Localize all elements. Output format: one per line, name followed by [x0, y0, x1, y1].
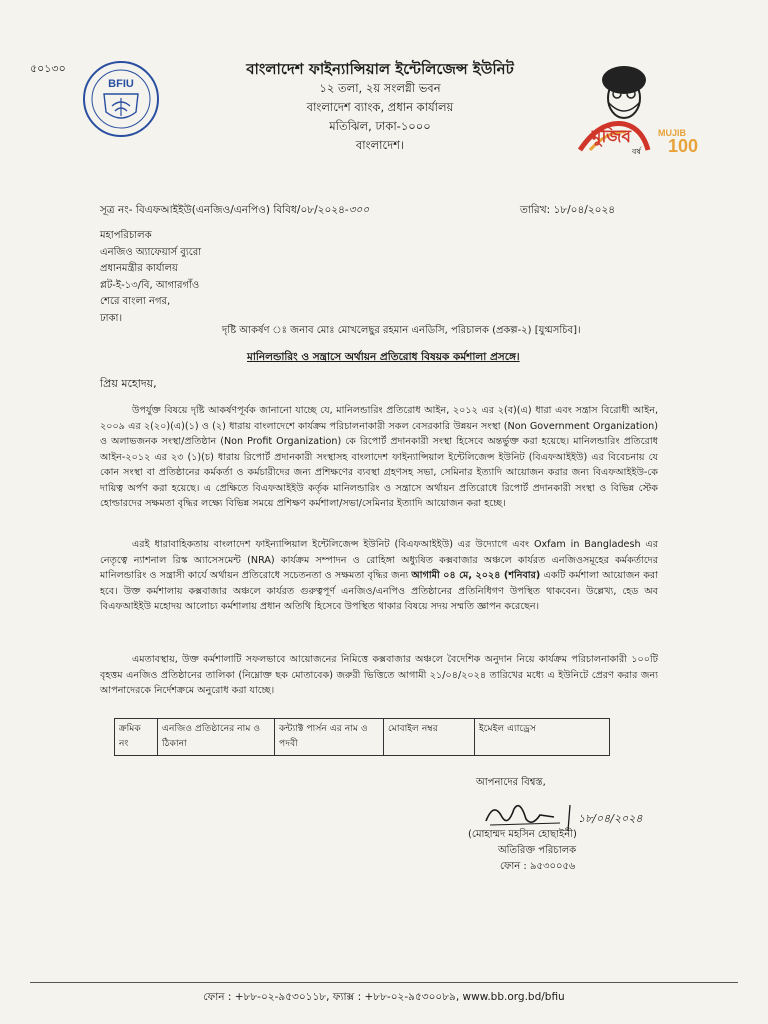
address-line-4: বাংলাদেশ।	[355, 138, 405, 152]
recipient-address	[100, 228, 201, 327]
signatory-phone: ফোন : ৯৫৩০০৫৬	[500, 861, 576, 872]
salutation: প্রিয় মহোদয়,	[100, 377, 157, 390]
table-header-cell: ক্রমিক নং	[115, 719, 158, 756]
closing-text: আপনাদের বিশ্বস্ত,	[476, 777, 546, 788]
recipient-line: প্লট-ই-১৩/বি, আগারগাঁও	[100, 279, 200, 291]
paragraph-2-part-b: একটি কর্মশালা আয়োজন করা হবে। উক্ত কর্মশালায় কক্সবাজার অঞ্চলে কার্যরত গুরুত্বপূর্ণ এনজিও/এনপিও প্রতিষ্ঠানের প্রতিনিধিগণ উপস্থিত থাকবেন। উল্লেখ্য, হেড অব বিএফআইইউ মহোদয় আলোচ্য কর্মশালায় প্রধান অতিথি হিসেবে উপস্থিত থাকার বিষয়ে সদয় সম্মতি জ্ঞাপন করেছেন।	[100, 570, 658, 612]
recipient-line: প্রধানমন্ত্রীর কার্যালয়	[100, 263, 178, 274]
reference-number: ৩০০	[348, 204, 370, 216]
table-header-cell: কন্ট্যাক্ট পার্সন এর নাম ও পদবী	[275, 719, 384, 756]
table-header-cell: ইমেইল এ্যাড্রেস	[475, 719, 610, 756]
mujib-en-text: MUJIB	[658, 128, 687, 138]
memo-number: ৫০১৩০	[30, 62, 66, 75]
signatory-name: (মোহাম্মদ মহসিন হোছাইনী)	[468, 829, 577, 840]
table-header-cell: এনজিও প্রতিষ্ঠানের নাম ও ঠিকানা	[158, 719, 275, 756]
table-header-cell: মোবাইল নম্বর	[384, 719, 475, 756]
address-line-1: ১২ তলা, ২য় সংলগ্নী ভবন	[319, 81, 441, 95]
org-name: বাংলাদেশ ফাইন্যান্সিয়াল ইন্টেলিজেন্স ইউনিট	[246, 60, 514, 78]
body-paragraph-2	[100, 537, 658, 615]
footer-contact: ফোন : +৮৮-০২-৯৫৩০১১৮, ফ্যাক্স : +৮৮-০২-৯৫৩০০৮৯, www.bb.org.bd/bfiu	[203, 991, 565, 1003]
mujib-bn-text: মুজিব	[592, 127, 631, 147]
handwritten-date: ১৮/০৪/২০২৪	[578, 812, 643, 825]
reference-line	[100, 203, 369, 220]
recipient-line: শেরে বাংলা নগর,	[100, 296, 171, 307]
workshop-date-highlight: আগামী ০৪ মে, ২০২৪ (শনিবার)	[411, 570, 541, 581]
letter-date: তারিখ: ১৮/০৪/২০২৪	[520, 204, 616, 216]
recipient-line: এনজিও অ্যাফেয়ার্স ব্যুরো	[100, 246, 202, 258]
mujib-100-logo	[572, 58, 704, 158]
subject-line: মানিলন্ডারিং ও সন্ত্রাসে অর্থায়ন প্রতিরোধ বিষয়ক কর্মশালা প্রসঙ্গে।	[247, 351, 520, 363]
recipient-line: মহাপরিচালক	[100, 230, 152, 241]
mujib-number: 100	[668, 136, 699, 156]
body-paragraph-1: উপর্যুক্ত বিষয়ে দৃষ্টি আকর্ষণপূর্বক জানানো যাচ্ছে যে, মানিলন্ডারিং প্রতিরোধ আইন, ২০১২ এর ২(ব)(এ) ধারা এবং সন্ত্রাস বিরোধী আইন, ২০০৯ এর ২(২০)(এ)(১) ও (২) ধারায় বাংলাদেশে কার্যক্রম পরিচালনাকারী সকল বেসরকারি উন্নয়ন সংস্থা (Non Government Organization) ও অলাভজনক সংস্থা/প্রতিষ্ঠান (Non Profit Organization) কে রিপোর্ট প্রদানকারী সংস্থা হিসেবে অন্তর্ভুক্ত করা হয়েছে। মানিলন্ডারিং প্রতিরোধ আইন-২০১২ এর ২৩ (১)(চ) ধারায় রিপোর্ট প্রদানকারী সংস্থাসহ বাংলাদেশ ফাইন্যান্সিয়াল ইন্টেলিজেন্স ইউনিট (বিএফআইইউ) এর বিবেচনায় যে কোন সংস্থা বা প্রতিষ্ঠানের কর্মকর্তা ও কর্মচারীদের জন্য প্রশিক্ষণের ব্যবস্থা গ্রহণসহ সভা, সেমিনার ইত্যাদি আয়োজন করার জন্য বিএফআইইউ-কে দায়িত্ব অর্পণ করা হয়েছে। এ প্রেক্ষিতে বিএফআইইউ কর্তৃক মানিলন্ডারিং ও সন্ত্রাসে অর্থায়ন প্রতিরোধে রিপোর্ট প্রদানকারী সংস্থা ও বিভিন্ন স্টেক হোল্ডারদের সক্ষমতা বৃদ্ধির লক্ষ্যে বিভিন্ন সময়ে প্রশিক্ষণ কর্মশালা/সভা/সেমিনার ইত্যাদি আয়োজন করা হচ্ছে।	[100, 405, 658, 509]
recipient-line: ঢাকা।	[100, 312, 123, 324]
footer-divider	[30, 982, 738, 983]
mujib-sub-text: বর্ষ	[632, 147, 641, 156]
attention-line: দৃষ্টি আকর্ষণ ঃ জনাব মোঃ মোখলেছুর রহমান এনডিসি, পরিচালক (প্রকল্প-২) [যুগ্মসচিব]।	[222, 325, 581, 336]
bfiu-logo-text: BFIU	[108, 78, 134, 90]
body-paragraph-3: এমতাবস্থায়, উক্ত কর্মশালাটি সফলভাবে আয়োজনের নিমিত্তে কক্সবাজার অঞ্চলে বৈদেশিক অনুদান নিয়ে কার্যক্রম পরিচালনাকারী ১০০টি বৃহত্তম এনজিও প্রতিষ্ঠানের তালিকা (নিম্নোক্ত ছক মোতাবেক) জরুরী ভিত্তিতে আগামী ২১/০৪/২০২৪ তারিখের মধ্যে এ ইউনিটে প্রেরণ করার জন্য আপনাদেরকে নির্দেশক্রমে অনুরোধ করা যাচ্ছে।	[100, 654, 658, 696]
signatory-designation: অতিরিক্ত পরিচালক	[498, 845, 577, 856]
address-line-2: বাংলাদেশ ব্যাংক, প্রধান কার্যালয়	[306, 100, 454, 114]
reference-label: সূত্র নং- বিএফআইইউ(এনজিও/এনপিও) বিবিধ/০৮/২০২৪-	[100, 204, 349, 216]
letterhead	[180, 60, 580, 155]
paragraph-2-part-a: এরই ধারাবাহিকতায় বাংলাদেশ ফাইন্যান্সিয়াল ইন্টেলিজেন্স ইউনিট (বিএফআইইউ) এর উদ্যোগে এবং Oxfam in Bangladesh এর নেতৃত্বে ন্যাশনাল রিস্ক অ্যাসেসমেন্ট (NRA) কার্যক্রম সম্পাদন ও রোহিঙ্গা অধ্যুষিত কক্সবাজার অঞ্চলে কার্যরত এনজিওসমূহের কর্মকর্তাদের মানিলন্ডারিং ও সন্ত্রাসী কার্যে অর্থায়ন প্রতিরোধে সচেতনতা ও সক্ষমতা বৃদ্ধির জন্য	[100, 539, 658, 581]
address-line-3: মতিঝিল, ঢাকা-১০০০	[329, 119, 431, 133]
bfiu-logo	[82, 60, 160, 138]
ngo-list-format-table	[114, 718, 610, 756]
table-header-row	[115, 719, 610, 756]
